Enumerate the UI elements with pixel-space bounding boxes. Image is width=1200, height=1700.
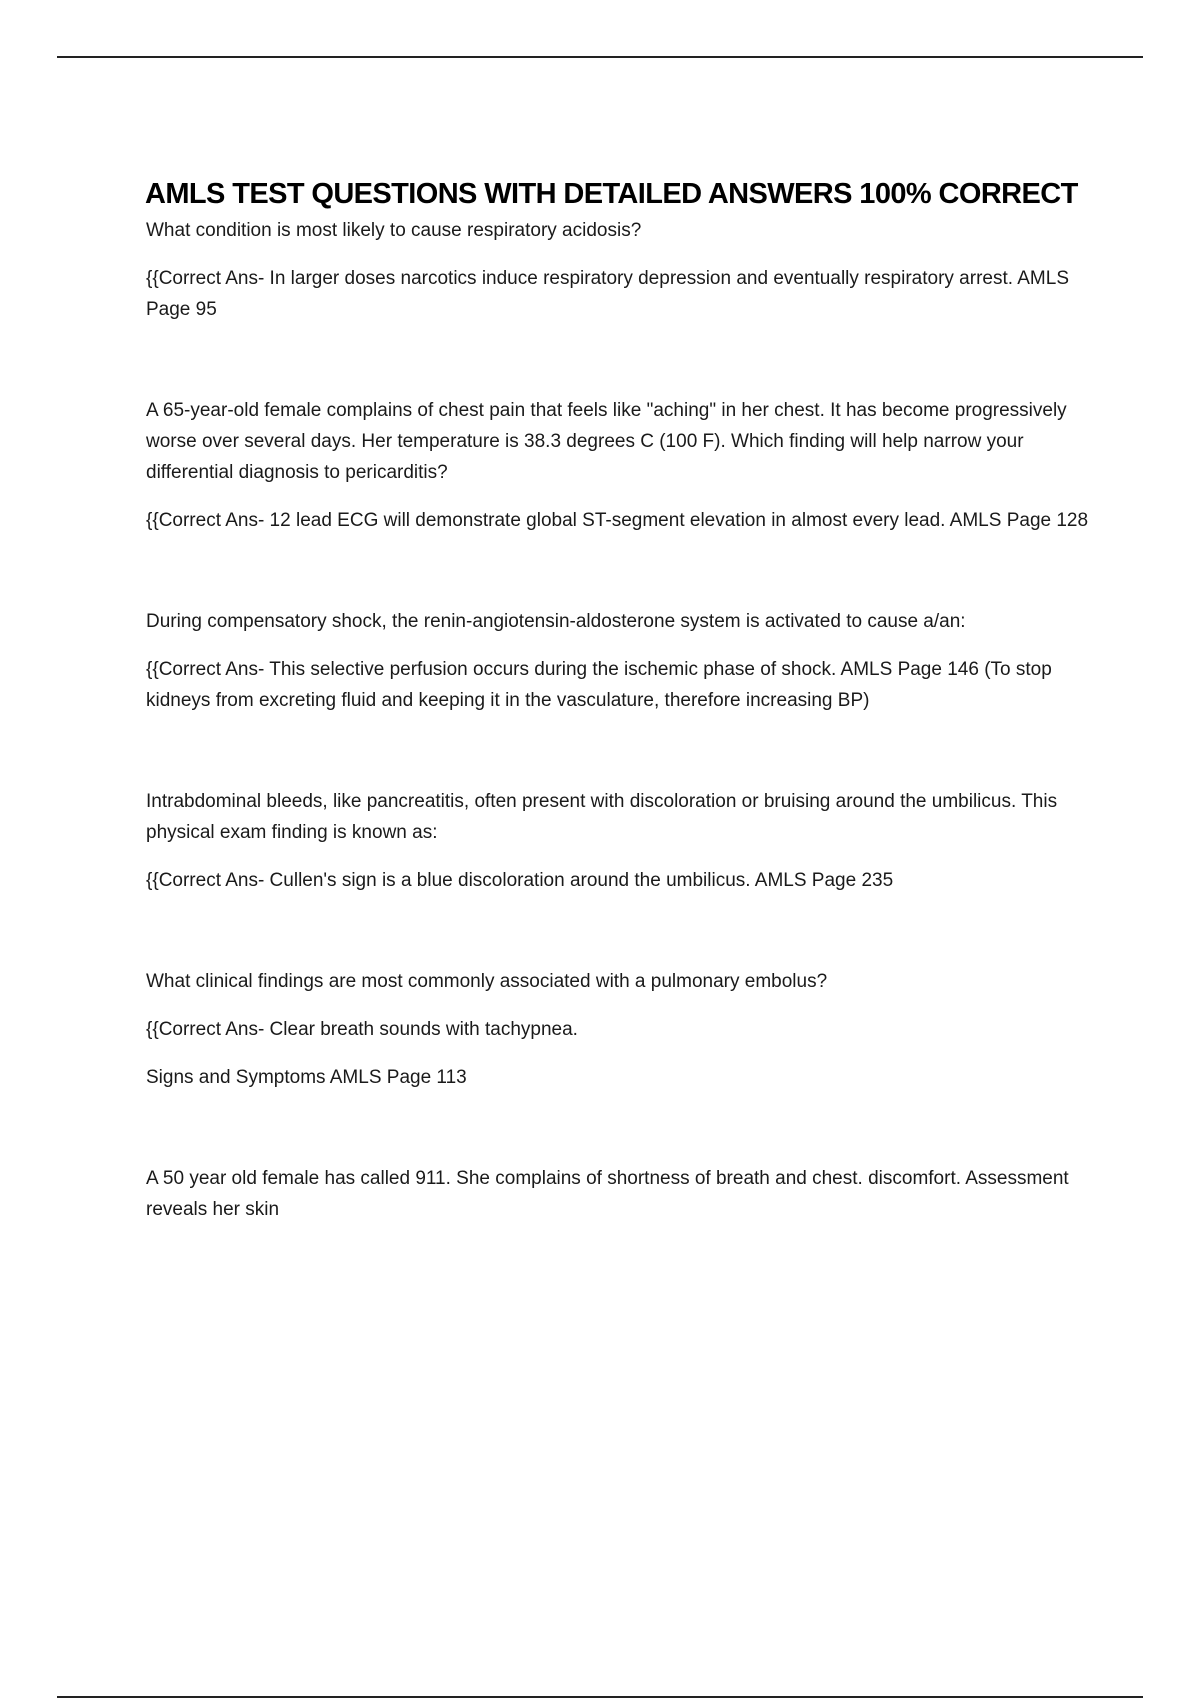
top-divider bbox=[57, 56, 1143, 58]
answer-4: {{Correct Ans- Cullen's sign is a blue discoloration around the umbilicus. AMLS Page 235 bbox=[146, 870, 894, 891]
question-4: Intrabdominal bleeds, like pancreatitis, often present with discoloration or bruising around the umbilicus. This physical exam finding is known as: bbox=[146, 791, 1058, 843]
question-6: A 50 year old female has called 911. She complains of shortness of breath and chest. discomfort. Assessment reveals her skin bbox=[146, 1168, 1069, 1220]
question-1: What condition is most likely to cause respiratory acidosis? bbox=[146, 220, 642, 241]
bottom-divider bbox=[57, 1696, 1143, 1698]
answer-1: {{Correct Ans- In larger doses narcotics induce respiratory depression and eventually respiratory arrest. AMLS Page 95 bbox=[146, 268, 1070, 320]
answer-5-note: Signs and Symptoms AMLS Page 113 bbox=[146, 1067, 467, 1088]
answer-5: {{Correct Ans- Clear breath sounds with tachypnea. bbox=[146, 1019, 578, 1040]
question-2: A 65-year-old female complains of chest pain that feels like "aching" in her chest. It has become progressively worse over several days. Her temperature is 38.3 degrees C (100 F). Which finding will help narrow your differential diagnosis to pericarditis? bbox=[146, 400, 1067, 483]
document-title: AMLS TEST QUESTIONS WITH DETAILED ANSWERS 100% CORRECT bbox=[145, 178, 1078, 210]
document-body bbox=[146, 178, 1096, 1242]
question-3: During compensatory shock, the renin-angiotensin-aldosterone system is activated to cause a/an: bbox=[146, 611, 966, 632]
question-5: What clinical findings are most commonly associated with a pulmonary embolus? bbox=[146, 971, 828, 992]
answer-2: {{Correct Ans- 12 lead ECG will demonstrate global ST-segment elevation in almost every lead. AMLS Page 128 bbox=[146, 510, 1089, 531]
answer-3: {{Correct Ans- This selective perfusion occurs during the ischemic phase of shock. AMLS Page 146 (To stop kidneys from excreting fluid and keeping it in the vasculature, therefore increasing BP) bbox=[146, 659, 1052, 711]
